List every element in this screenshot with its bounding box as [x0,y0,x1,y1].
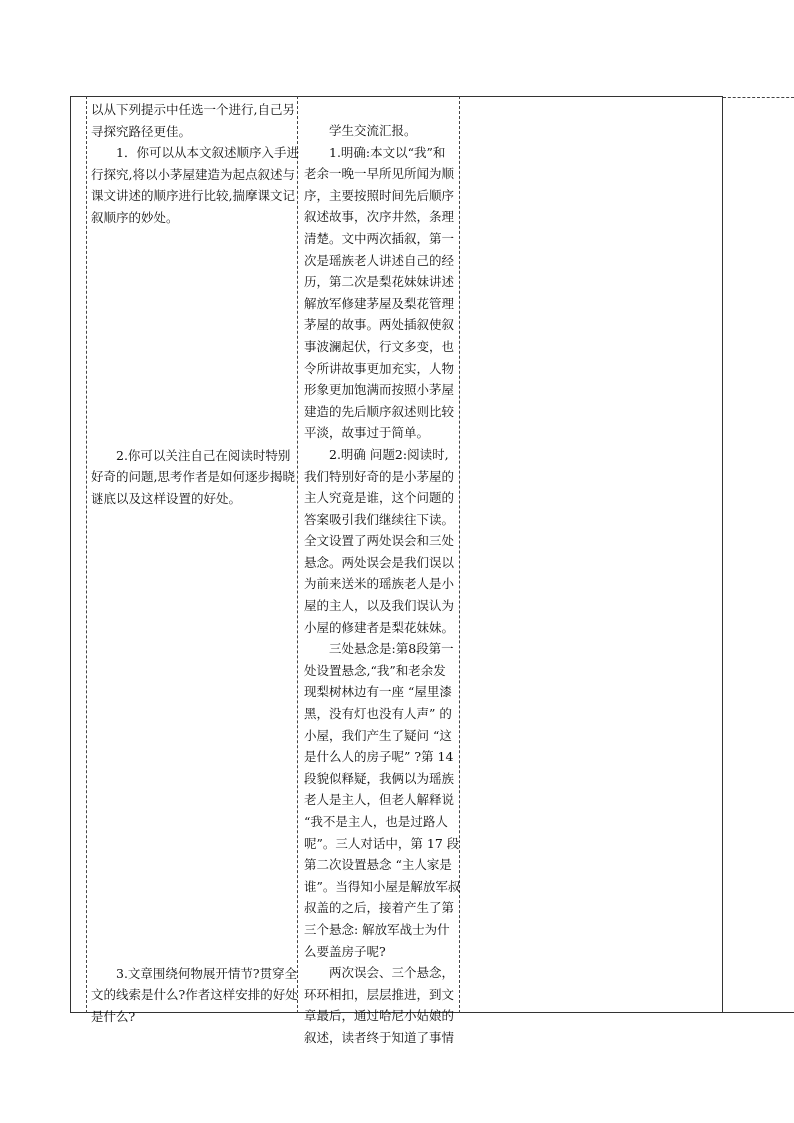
col1-line: 课文讲述的顺序进行比较,揣摩课文记 [91,188,295,204]
col1-line [91,898,297,920]
col1-line [91,941,297,963]
column-divider-left [86,96,87,1013]
col2-line: 主人究竟是谁，这个问题的 [304,490,455,506]
col1-line [91,747,297,769]
col2-line: 答案吸引我们继续往下读。 [304,511,455,527]
col1-line: 谜底以及这样设置的好处。 [91,490,242,506]
col1-line [91,552,297,574]
col2-line: 屋的主人，以及我们误认为 [304,598,455,614]
col1-line [91,380,297,402]
col1-line: 叙顺序的妙处。 [91,209,179,225]
col2-line: 解放军修建茅屋及梨花管理 [304,295,455,311]
col2-line: 章最后，通过哈尼小姑娘的 [304,1008,455,1024]
col2-line: 谁”。当得知小屋是解放军叔 [304,878,461,894]
col1-line [91,293,297,315]
col2-line: 黑，没有灯也没有人声” 的 [304,706,452,722]
col2-line: 小屋，我们产生了疑问 “这 [304,727,452,743]
col1-line [91,596,297,618]
col2-line: 老余一晚一早所见所闻为顺 [304,166,455,182]
col2-line: 叙述，读者终于知道了事情 [304,1029,455,1045]
col1-line: 3.文章围绕何物展开情节?贯穿全 [91,965,298,981]
student-response-column [304,120,461,1049]
col1-line: 2.你可以关注自己在阅读时特别 [91,447,291,463]
col2-line: 呢”。三人对话中，第 17 段 [304,835,460,851]
col2-line: 为前来送米的瑶族老人是小 [304,576,455,592]
col2-line: 老人是主人，但老人解释说 [304,792,455,808]
col2-line: 环环相扣，层层推进，到文 [304,986,455,1002]
col1-line [91,531,297,553]
col1-line [91,337,297,359]
col2-line: 1.明确:本文以“我”和 [304,144,446,160]
col1-line: 是什么? [91,1008,136,1024]
col2-line: 段貌似释疑，我俩以为瑶族 [304,770,455,786]
col2-line: 建造的先后顺序叙述则比较 [304,403,455,419]
notes-column [460,97,722,1011]
col1-line [91,315,297,337]
column-divider-1 [297,96,298,1013]
col1-line [91,768,297,790]
col2-line: 全文设置了两处误会和三处 [304,533,455,549]
col2-line: 历，第二次是梨花妹妹讲述 [304,274,455,290]
col1-line [91,660,297,682]
col2-line: 两次误会、三个悬念， [304,965,455,981]
col2-line: 是什么人的房子呢” ?第 14 [304,749,454,765]
col2-line: 形象更加饱满而按照小茅屋 [304,382,455,398]
col2-line: 三个悬念: 解放军战士为什 [304,921,450,937]
col1-line: 1．你可以从本文叙述顺序入手进 [91,145,299,161]
col1-line [91,509,297,531]
col2-line: 第二次设置悬念 “主人家是 [304,857,452,873]
col1-line [91,876,297,898]
col2-line: 处设置悬念,“我”和老余发 [304,662,446,678]
col1-line [91,790,297,812]
col1-line [91,920,297,942]
col2-line: 事波澜起伏，行文多变，也 [304,338,455,354]
col2-line: “我不是主人，也是过路人 [304,814,448,829]
col1-line [91,617,297,639]
col2-line: 2.明确 问题2:阅读时, [304,446,449,462]
col2-line: 悬念。两处误会是我们误以 [304,554,455,570]
col1-line [91,833,297,855]
col2-line: 次是瑶族老人讲述自己的经 [304,252,455,268]
col1-line: 寻探究路径更佳。 [91,123,192,139]
col2-line: 三处悬念是:第8段第一 [304,641,454,657]
col1-line [91,682,297,704]
col2-line: 我们特别好奇的是小茅屋的 [304,468,455,484]
col1-line [91,855,297,877]
col1-line [91,574,297,596]
col2-line: 么要盖房子呢? [304,943,386,959]
col1-line: 以从下列提示中任选一个进行,自己另 [91,102,295,117]
col2-line: 小屋的修建者是梨花妹妹。 [304,619,455,635]
col2-line: 叔盖的之后，接着产生了第 [304,900,455,916]
table-extension-bottom [723,1012,794,1013]
col2-line: 茅屋的故事。两处插叙使叙 [304,317,455,333]
col1-line [91,639,297,661]
table-extension-top [723,97,794,98]
col2-line: 清楚。文中两次插叙，第一 [304,230,455,246]
col1-line [91,725,297,747]
col1-line [91,423,297,445]
col1-line [91,229,297,251]
col1-line: 好奇的问题,思考作者是如何逐步揭晓 [91,469,295,485]
col2-line: 学生交流汇报。 [304,123,417,138]
col2-line: 序，主要按照时间先后顺序 [304,187,455,203]
col2-line: 令所讲故事更加充实，人物 [304,360,455,376]
col1-line [91,358,297,380]
col1-line [91,704,297,726]
col1-line: 行探究,将以小茅屋建造为起点叙述与 [91,166,295,182]
col2-line: 叙述故事，次序井然，条理 [304,209,455,225]
col1-line [91,401,297,423]
col1-line [91,272,297,294]
col1-line: 文的线索是什么?作者这样安排的好处 [91,987,298,1003]
col2-line: 现梨树林边有一座 “屋里漆 [304,684,452,700]
col2-line: 平淡，故事过于简单。 [304,425,430,441]
col1-line [91,812,297,834]
teacher-guidance-column [91,99,297,1028]
col1-line [91,250,297,272]
